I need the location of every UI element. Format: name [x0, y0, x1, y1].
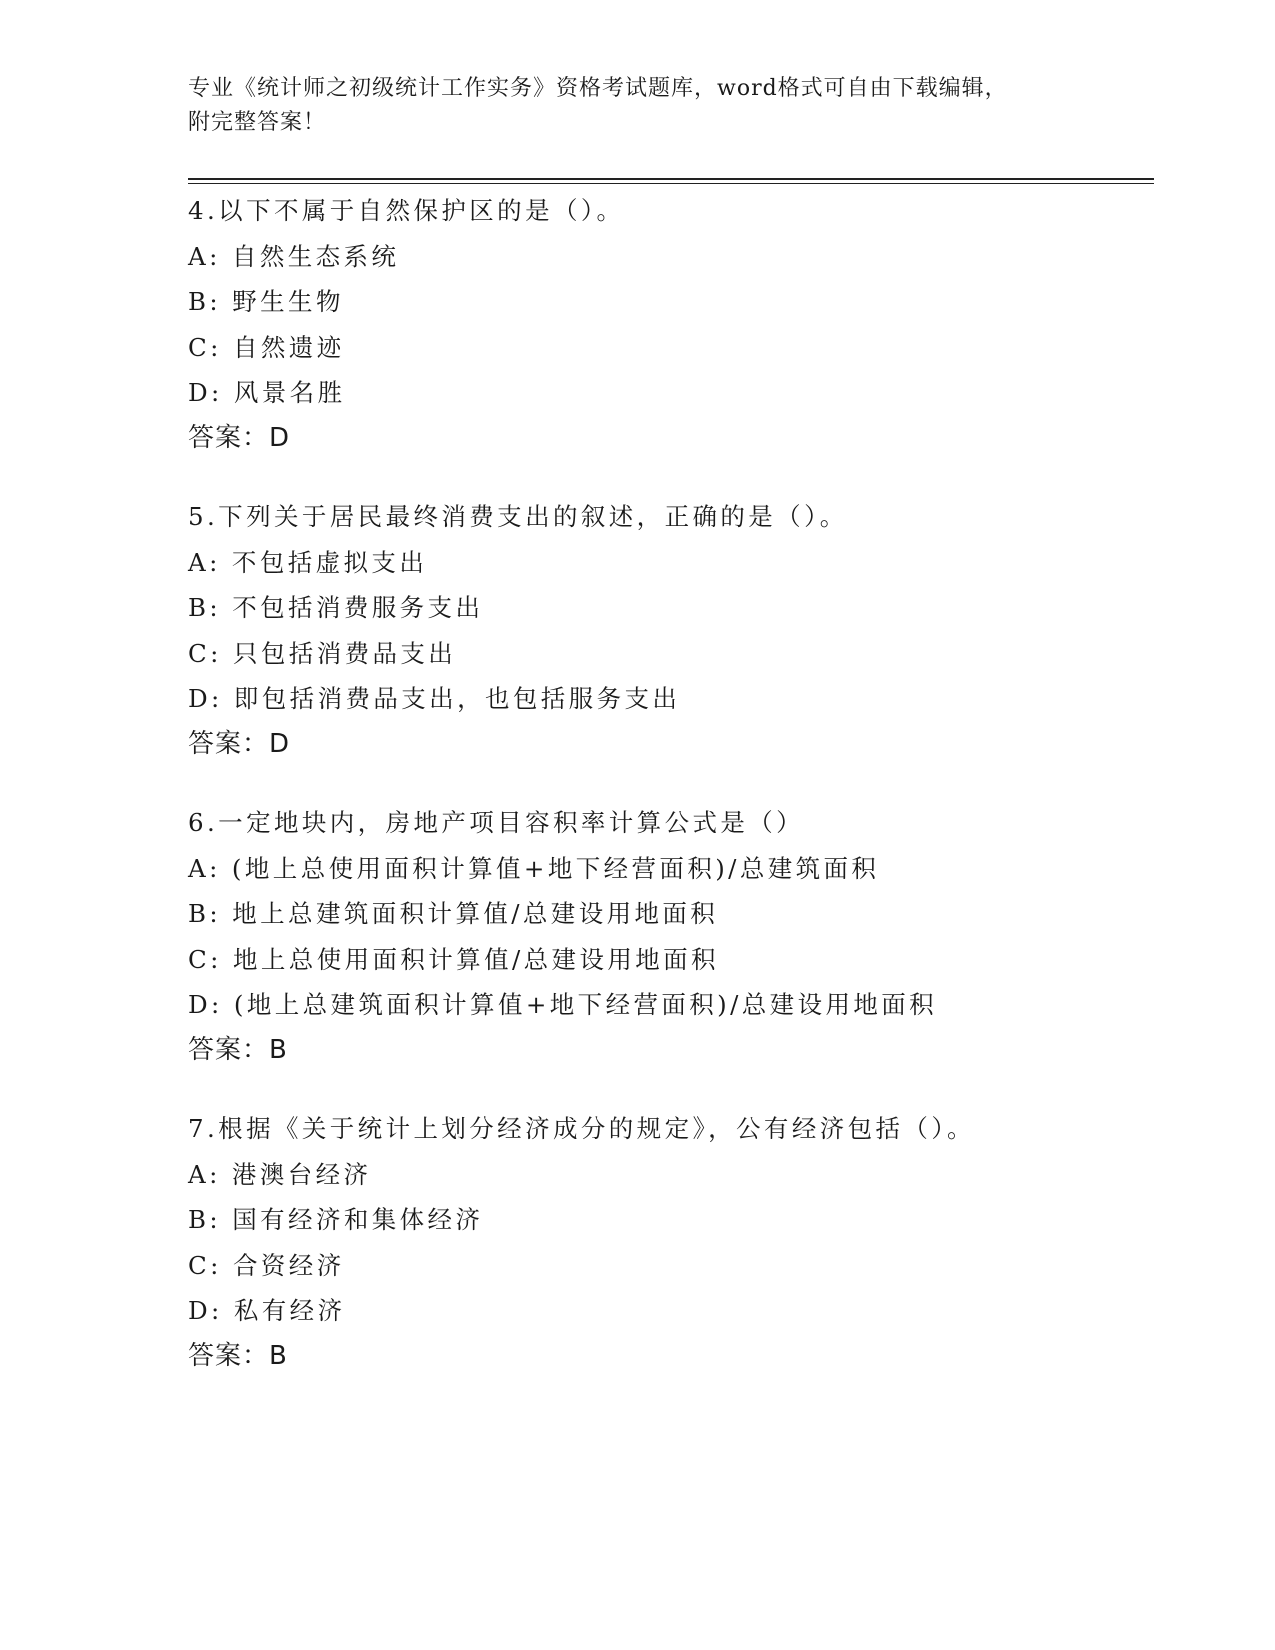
option-c: C: 合资经济	[188, 1250, 345, 1280]
question-stem: 5.下列关于居民最终消费支出的叙述，正确的是（）。	[188, 502, 848, 531]
header-line-1: 专业《统计师之初级统计工作实务》资格考试题库，word格式可自由下载编辑，	[188, 76, 1008, 101]
option-b: B: 不包括消费服务支出	[188, 593, 484, 622]
question-list	[188, 188, 1148, 1412]
question-4	[188, 188, 1148, 461]
question-5	[188, 494, 1148, 767]
question-7	[188, 1106, 1148, 1379]
option-d: D: 风景名胜	[188, 378, 346, 407]
answer-line: 答案：D	[188, 422, 291, 453]
option-c: C: 地上总使用面积计算值/总建设用地面积	[188, 944, 719, 974]
answer-line: 答案：B	[188, 1340, 288, 1371]
answer-line: 答案：D	[188, 728, 291, 759]
option-b: B: 地上总建筑面积计算值/总建设用地面积	[188, 899, 719, 928]
header-line-2: 附完整答案！	[188, 110, 327, 135]
option-d: D: 即包括消费品支出，也包括服务支出	[188, 684, 681, 713]
option-d: D: 私有经济	[188, 1296, 346, 1325]
option-a: A: (地上总使用面积计算值+地下经营面积)/总建筑面积	[188, 853, 880, 883]
option-c: C: 自然遗迹	[188, 332, 345, 362]
option-d: D: (地上总建筑面积计算值+地下经营面积)/总建设用地面积	[188, 990, 938, 1019]
option-b: B: 国有经济和集体经济	[188, 1205, 484, 1234]
option-a: A: 自然生态系统	[188, 241, 400, 271]
option-b: B: 野生生物	[188, 287, 344, 316]
question-6	[188, 800, 1148, 1073]
answer-line: 答案：B	[188, 1034, 288, 1065]
option-a: A: 不包括虚拟支出	[188, 547, 428, 577]
header-divider-thick	[188, 178, 1154, 180]
option-c: C: 只包括消费品支出	[188, 638, 457, 668]
question-stem: 6.一定地块内，房地产项目容积率计算公式是（）	[188, 808, 805, 837]
question-stem: 4.以下不属于自然保护区的是（）。	[188, 196, 625, 225]
document-header	[188, 72, 1068, 140]
header-divider-thin	[188, 183, 1154, 184]
question-stem: 7.根据《关于统计上划分经济成分的规定》，公有经济包括（）。	[188, 1114, 975, 1143]
option-a: A: 港澳台经济	[188, 1159, 372, 1189]
